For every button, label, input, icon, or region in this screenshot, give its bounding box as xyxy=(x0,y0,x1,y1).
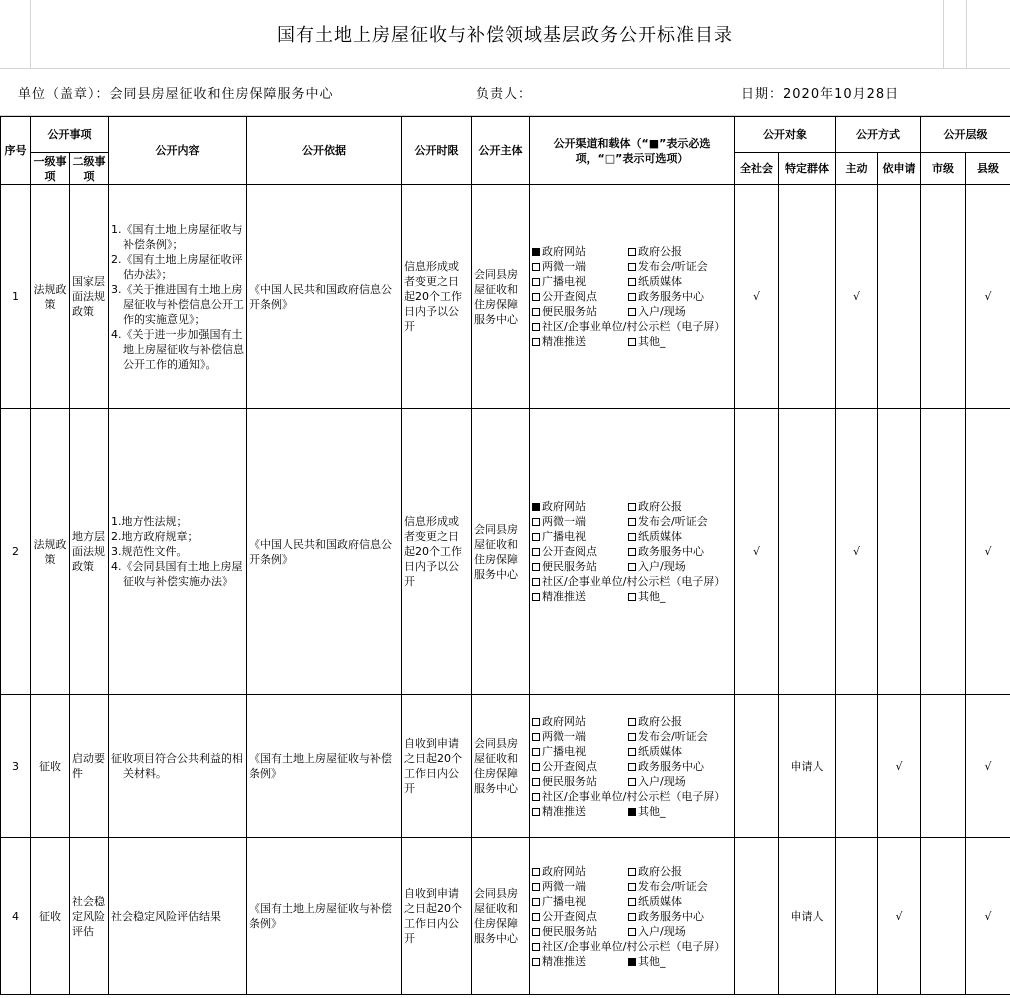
empty-square-icon xyxy=(532,928,540,936)
row-level1: 法规政策 xyxy=(31,409,70,695)
channel-option xyxy=(628,909,732,924)
channel-option xyxy=(628,514,732,529)
empty-square-icon xyxy=(532,563,540,571)
empty-square-icon xyxy=(532,943,540,951)
channel-label: 入户/现场 xyxy=(638,305,686,318)
channel-option xyxy=(532,714,628,729)
channel-option xyxy=(532,894,628,909)
channel-option xyxy=(532,244,628,259)
channel-option xyxy=(532,529,628,544)
content-line: 征收项目符合公共利益的相关材料。 xyxy=(111,752,243,780)
channel-label: 两微一端 xyxy=(542,879,586,893)
row-content xyxy=(109,185,247,409)
empty-square-icon xyxy=(628,263,636,271)
empty-square-icon xyxy=(628,898,636,906)
date-label: 日期：2020年10月28日 xyxy=(741,86,900,102)
table-row xyxy=(1,185,1010,409)
header-basis: 公开依据 xyxy=(247,117,402,185)
header-mode: 公开方式 xyxy=(836,117,921,153)
channel-list xyxy=(532,244,732,349)
header-level-county: 县级 xyxy=(966,153,1010,185)
row-time: 信息形成或者变更之日起20个工作日内予以公开 xyxy=(402,185,472,409)
row-level-city xyxy=(921,695,966,838)
unit-label: 单位（盖章）：会同县房屋征收和住房保障服务中心 xyxy=(18,86,334,102)
channel-option xyxy=(628,589,732,604)
row-level-city xyxy=(921,185,966,409)
header-mode-active: 主动 xyxy=(836,153,878,185)
channel-option xyxy=(628,544,732,559)
empty-square-icon xyxy=(532,263,540,271)
channel-label: 其他_ xyxy=(638,804,666,818)
row-channels xyxy=(530,838,735,995)
empty-square-icon xyxy=(532,533,540,541)
header-mode-apply: 依申请 xyxy=(878,153,921,185)
empty-square-icon xyxy=(628,718,636,726)
channel-option xyxy=(628,954,732,969)
row-time: 自收到申请之日起20个工作日内公开 xyxy=(402,838,472,995)
header-target-all: 全社会 xyxy=(735,153,779,185)
empty-square-icon xyxy=(532,718,540,726)
row-seq: 1 xyxy=(1,185,31,409)
row-mode-apply: √ xyxy=(878,695,921,838)
row-target-all: √ xyxy=(735,185,779,409)
filled-square-icon xyxy=(532,503,540,511)
empty-square-icon xyxy=(532,518,540,526)
channel-label: 入户/现场 xyxy=(638,924,686,938)
row-mode-apply: √ xyxy=(878,838,921,995)
row-target-specific: 申请人 xyxy=(779,838,836,995)
empty-square-icon xyxy=(628,913,636,921)
row-mode-active xyxy=(836,695,878,838)
row-target-all xyxy=(735,838,779,995)
channel-option xyxy=(532,559,628,574)
empty-square-icon xyxy=(532,808,540,816)
row-target-specific: 申请人 xyxy=(779,695,836,838)
row-target-all: √ xyxy=(735,409,779,695)
channel-option xyxy=(532,334,628,349)
channel-label: 政府公报 xyxy=(638,714,682,728)
channel-option xyxy=(628,289,732,304)
row-target-specific xyxy=(779,185,836,409)
channel-option xyxy=(628,334,732,349)
empty-square-icon xyxy=(532,548,540,556)
header-target-specific: 特定群体 xyxy=(779,153,836,185)
channel-option xyxy=(628,529,732,544)
channel-label: 公开查阅点 xyxy=(542,909,597,923)
channel-label: 便民服务站 xyxy=(542,305,597,318)
empty-square-icon xyxy=(628,533,636,541)
channel-label: 发布会/听证会 xyxy=(638,515,708,528)
content-line: 4.《关于进一步加强国有土地上房屋征收与补偿信息公开工作的通知》。 xyxy=(111,327,244,371)
empty-square-icon xyxy=(628,763,636,771)
empty-square-icon xyxy=(532,593,540,601)
channel-label: 两微一端 xyxy=(542,515,586,528)
header-row xyxy=(1,117,1010,153)
channel-label: 入户/现场 xyxy=(638,774,686,788)
content-line: 3.规范性文件。 xyxy=(111,545,188,558)
row-target-all xyxy=(735,695,779,838)
empty-square-icon xyxy=(532,278,540,286)
content-line: 社会稳定风险评估结果 xyxy=(111,909,221,923)
channel-label: 社区/企事业单位/村公示栏（电子屏） xyxy=(542,939,726,953)
channel-label: 发布会/听证会 xyxy=(638,260,708,273)
channel-option xyxy=(532,259,628,274)
empty-square-icon xyxy=(628,338,636,346)
row-basis: 《中国人民共和国政府信息公开条例》 xyxy=(247,409,402,695)
row-basis: 《国有土地上房屋征收与补偿条例》 xyxy=(247,695,402,838)
empty-square-icon xyxy=(532,793,540,801)
row-channels xyxy=(530,409,735,695)
channel-option xyxy=(532,924,628,939)
channel-label: 纸质媒体 xyxy=(638,275,682,288)
empty-square-icon xyxy=(532,763,540,771)
header-target: 公开对象 xyxy=(735,117,836,153)
table-row xyxy=(1,838,1010,995)
channel-option xyxy=(532,909,628,924)
empty-square-icon xyxy=(628,278,636,286)
channel-option xyxy=(628,729,732,744)
channel-label: 精准推送 xyxy=(542,335,586,348)
empty-square-icon xyxy=(628,503,636,511)
channel-option xyxy=(628,259,732,274)
channel-option xyxy=(628,244,732,259)
empty-square-icon xyxy=(532,883,540,891)
row-level1: 征收 xyxy=(31,695,70,838)
channel-label: 发布会/听证会 xyxy=(638,879,708,893)
row-time: 自收到申请之日起20个工作日内公开 xyxy=(402,695,472,838)
channel-label: 发布会/听证会 xyxy=(638,729,708,743)
channel-label: 社区/企事业单位/村公示栏（电子屏） xyxy=(542,320,726,333)
empty-square-icon xyxy=(532,733,540,741)
filled-square-icon xyxy=(532,248,540,256)
channel-label: 精准推送 xyxy=(542,804,586,818)
gridline xyxy=(0,68,1010,69)
channel-option xyxy=(532,514,628,529)
row-seq: 4 xyxy=(1,838,31,995)
row-channels xyxy=(530,185,735,409)
channel-option xyxy=(628,759,732,774)
channel-label: 广播电视 xyxy=(542,744,586,758)
filled-square-icon xyxy=(628,958,636,966)
channel-option xyxy=(532,274,628,289)
channel-label: 入户/现场 xyxy=(638,560,686,573)
row-mode-active xyxy=(836,838,878,995)
header-level2: 二级事项 xyxy=(70,153,109,185)
channel-label: 政府网站 xyxy=(542,864,586,878)
channel-list xyxy=(532,714,732,819)
empty-square-icon xyxy=(532,308,540,316)
channel-label: 广播电视 xyxy=(542,530,586,543)
channel-option xyxy=(532,939,732,954)
channel-label: 政府网站 xyxy=(542,500,586,513)
row-basis: 《国有土地上房屋征收与补偿条例》 xyxy=(247,838,402,995)
channel-option xyxy=(532,864,628,879)
row-level-city xyxy=(921,838,966,995)
empty-square-icon xyxy=(628,308,636,316)
channel-label: 纸质媒体 xyxy=(638,530,682,543)
document-title: 国有土地上房屋征收与补偿领域基层政务公开标准目录 xyxy=(277,25,733,46)
channel-label: 精准推送 xyxy=(542,954,586,968)
row-content xyxy=(109,838,247,995)
row-level-city xyxy=(921,409,966,695)
channel-label: 政务服务中心 xyxy=(638,759,704,773)
channel-option xyxy=(532,774,628,789)
channel-option xyxy=(532,789,732,804)
channel-option xyxy=(628,304,732,319)
empty-square-icon xyxy=(628,248,636,256)
empty-square-icon xyxy=(532,913,540,921)
channel-option xyxy=(532,804,628,819)
content-line: 4.《会同县国有土地上房屋征收与补偿实施办法》 xyxy=(111,560,243,588)
channel-label: 政务服务中心 xyxy=(638,290,704,303)
channel-option xyxy=(628,274,732,289)
channel-option xyxy=(628,774,732,789)
channel-label: 政府网站 xyxy=(542,245,586,258)
content-line: 3.《关于推进国有土地上房屋征收与补偿信息公开工作的实施意见》； xyxy=(111,282,244,326)
filled-square-icon xyxy=(628,808,636,816)
header-time: 公开时限 xyxy=(402,117,472,185)
channel-option xyxy=(628,714,732,729)
empty-square-icon xyxy=(532,958,540,966)
channel-option xyxy=(532,589,628,604)
empty-square-icon xyxy=(628,733,636,741)
header-seq: 序号 xyxy=(1,117,31,185)
empty-square-icon xyxy=(628,883,636,891)
row-level1: 征收 xyxy=(31,838,70,995)
channel-option xyxy=(532,304,628,319)
empty-square-icon xyxy=(628,868,636,876)
row-mode-apply xyxy=(878,185,921,409)
header-content: 公开内容 xyxy=(109,117,247,185)
channel-option xyxy=(532,729,628,744)
row-mode-active: √ xyxy=(836,409,878,695)
header-channel: 公开渠道和载体（“■”表示必选项，“□”表示可选项） xyxy=(530,117,735,185)
row-mode-apply xyxy=(878,409,921,695)
channel-label: 公开查阅点 xyxy=(542,759,597,773)
channel-option xyxy=(628,499,732,514)
row-level-county: √ xyxy=(966,409,1010,695)
channel-label: 其他_ xyxy=(638,954,666,968)
header-subject: 公开主体 xyxy=(472,117,530,185)
row-level-county: √ xyxy=(966,838,1010,995)
empty-square-icon xyxy=(532,338,540,346)
channel-label: 公开查阅点 xyxy=(542,545,597,558)
channel-list xyxy=(532,864,732,969)
empty-square-icon xyxy=(532,748,540,756)
channel-option xyxy=(532,289,628,304)
channel-option xyxy=(628,744,732,759)
table-row xyxy=(1,695,1010,838)
channel-option xyxy=(532,574,732,589)
channel-option xyxy=(532,744,628,759)
responsible-label: 负责人： xyxy=(476,86,533,102)
row-basis: 《中国人民共和国政府信息公开条例》 xyxy=(247,185,402,409)
channel-label: 政务服务中心 xyxy=(638,909,704,923)
row-channels xyxy=(530,695,735,838)
channel-label: 两微一端 xyxy=(542,729,586,743)
empty-square-icon xyxy=(628,593,636,601)
empty-square-icon xyxy=(628,928,636,936)
channel-option xyxy=(532,954,628,969)
row-level1: 法规政策 xyxy=(31,185,70,409)
row-level-county: √ xyxy=(966,695,1010,838)
row-seq: 3 xyxy=(1,695,31,838)
channel-label: 广播电视 xyxy=(542,894,586,908)
channel-label: 政府公报 xyxy=(638,864,682,878)
channel-label: 政府公报 xyxy=(638,245,682,258)
row-subject: 会同县房屋征收和住房保障服务中心 xyxy=(472,838,530,995)
channel-label: 两微一端 xyxy=(542,260,586,273)
content-line: 2.《国有土地上房屋征收评估办法》； xyxy=(111,252,243,281)
empty-square-icon xyxy=(628,778,636,786)
empty-square-icon xyxy=(532,293,540,301)
channel-label: 其他_ xyxy=(638,590,666,603)
channel-label: 政务服务中心 xyxy=(638,545,704,558)
catalog-table xyxy=(0,116,1010,995)
channel-label: 广播电视 xyxy=(542,275,586,288)
content-line: 1.《国有土地上房屋征收与补偿条例》； xyxy=(111,222,243,251)
channel-label: 纸质媒体 xyxy=(638,894,682,908)
empty-square-icon xyxy=(628,548,636,556)
channel-option xyxy=(628,879,732,894)
channel-label: 精准推送 xyxy=(542,590,586,603)
header-level: 公开层级 xyxy=(921,117,1010,153)
channel-option xyxy=(532,759,628,774)
channel-label: 便民服务站 xyxy=(542,774,597,788)
empty-square-icon xyxy=(628,563,636,571)
row-subject: 会同县房屋征收和住房保障服务中心 xyxy=(472,185,530,409)
row-seq: 2 xyxy=(1,409,31,695)
channel-option xyxy=(532,319,732,334)
channel-option xyxy=(628,804,732,819)
channel-option xyxy=(628,559,732,574)
row-time: 信息形成或者变更之日起20个工作日内予以公开 xyxy=(402,409,472,695)
channel-list xyxy=(532,499,732,604)
channel-option xyxy=(532,499,628,514)
channel-label: 社区/企事业单位/村公示栏（电子屏） xyxy=(542,575,726,588)
empty-square-icon xyxy=(532,323,540,331)
row-level2: 社会稳定风险评估 xyxy=(70,838,109,995)
channel-option xyxy=(628,864,732,879)
empty-square-icon xyxy=(628,293,636,301)
channel-label: 公开查阅点 xyxy=(542,290,597,303)
row-content xyxy=(109,695,247,838)
content-line: 2.地方政府规章； xyxy=(111,530,199,543)
header-level-city: 市级 xyxy=(921,153,966,185)
empty-square-icon xyxy=(628,748,636,756)
row-level2: 国家层面法规政策 xyxy=(70,185,109,409)
empty-square-icon xyxy=(532,578,540,586)
channel-label: 纸质媒体 xyxy=(638,744,682,758)
content-line: 1.地方性法规； xyxy=(111,515,188,528)
header-items: 公开事项 xyxy=(31,117,109,153)
channel-label: 便民服务站 xyxy=(542,924,597,938)
row-level-county: √ xyxy=(966,185,1010,409)
empty-square-icon xyxy=(532,898,540,906)
row-content xyxy=(109,409,247,695)
channel-option xyxy=(532,879,628,894)
row-level2: 地方层面法规政策 xyxy=(70,409,109,695)
row-subject: 会同县房屋征收和住房保障服务中心 xyxy=(472,695,530,838)
channel-label: 社区/企事业单位/村公示栏（电子屏） xyxy=(542,789,726,803)
header-level1: 一级事项 xyxy=(31,153,70,185)
channel-label: 其他_ xyxy=(638,335,666,348)
channel-label: 政府公报 xyxy=(638,500,682,513)
channel-label: 政府网站 xyxy=(542,714,586,728)
channel-option xyxy=(532,544,628,559)
channel-option xyxy=(628,894,732,909)
channel-label: 便民服务站 xyxy=(542,560,597,573)
empty-square-icon xyxy=(532,868,540,876)
row-target-specific xyxy=(779,409,836,695)
table-row xyxy=(1,409,1010,695)
row-level2: 启动要件 xyxy=(70,695,109,838)
row-subject: 会同县房屋征收和住房保障服务中心 xyxy=(472,409,530,695)
row-mode-active: √ xyxy=(836,185,878,409)
empty-square-icon xyxy=(628,518,636,526)
empty-square-icon xyxy=(532,778,540,786)
channel-option xyxy=(628,924,732,939)
